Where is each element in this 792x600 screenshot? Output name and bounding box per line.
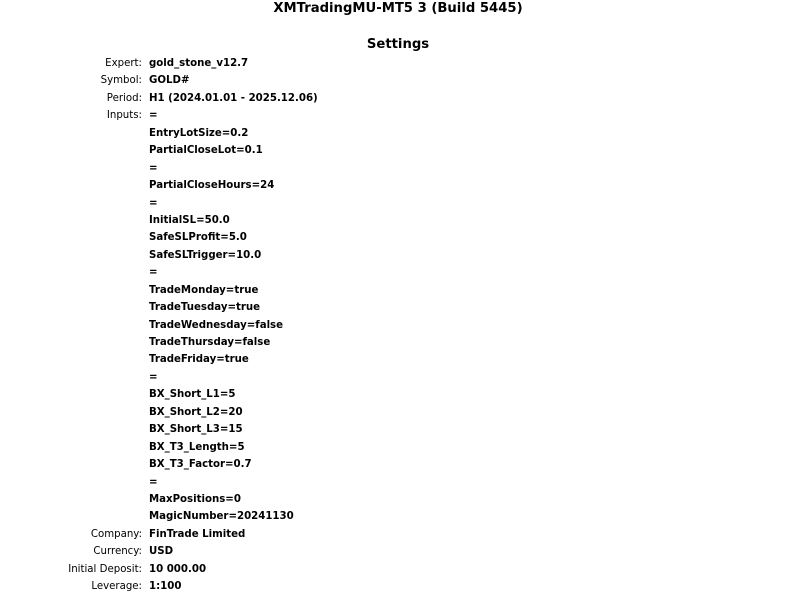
settings-row: [0, 299, 318, 316]
settings-row-value: USD: [149, 546, 174, 558]
settings-row-label: [0, 334, 149, 351]
settings-row-value: MaxPositions=0: [149, 493, 241, 505]
settings-row-value: SafeSLTrigger=10.0: [149, 249, 262, 261]
settings-row-label: Initial Deposit:: [68, 563, 142, 575]
settings-row: [0, 90, 318, 107]
settings-row-value: BX_T3_Factor=0.7: [149, 459, 252, 471]
settings-row: [0, 229, 318, 246]
settings-row: [0, 456, 318, 473]
settings-row-value: =: [149, 267, 158, 279]
settings-row: [0, 107, 318, 124]
settings-row-value: TradeFriday=true: [149, 354, 249, 366]
settings-row-label: [0, 177, 149, 194]
settings-row: [0, 247, 318, 264]
settings-row: [0, 195, 318, 212]
settings-row: [0, 177, 318, 194]
settings-row-label: [0, 386, 149, 403]
settings-row: [0, 160, 318, 177]
settings-row-label: [0, 195, 149, 212]
settings-row-value: =: [149, 110, 158, 122]
settings-row-value: SafeSLProfit=5.0: [149, 232, 247, 244]
settings-row: [0, 508, 318, 525]
settings-row-label: [0, 351, 149, 368]
settings-row: [0, 125, 318, 142]
settings-row-label: [0, 491, 149, 508]
settings-row-value: InitialSL=50.0: [149, 214, 230, 226]
settings-row: [0, 561, 318, 578]
settings-row-value: GOLD#: [149, 75, 190, 87]
settings-row-label: [0, 508, 149, 525]
settings-row: [0, 404, 318, 421]
settings-row-label: Company:: [90, 528, 142, 540]
settings-row-value: TradeThursday=false: [149, 337, 271, 348]
settings-row-label: [0, 404, 149, 421]
settings-row: [0, 421, 318, 438]
settings-row: [0, 369, 318, 386]
settings-row-label: [0, 160, 149, 177]
settings-row-value: PartialCloseHours=24: [149, 180, 275, 192]
settings-row: [0, 317, 318, 334]
settings-row: [0, 491, 318, 508]
report-title: XMTradingMU-MT5 3 (Build 5445): [273, 1, 523, 16]
settings-row: [0, 334, 318, 351]
settings-row-value: =: [149, 476, 158, 488]
settings-row: [0, 386, 318, 403]
settings-row-value: BX_Short_L3=15: [149, 424, 243, 436]
settings-row: [0, 55, 318, 72]
settings-row-label: Expert:: [105, 58, 142, 69]
settings-row-value: EntryLotSize=0.2: [149, 127, 249, 139]
settings-row-value: 1:100: [149, 581, 182, 593]
settings-row-label: [0, 282, 149, 299]
settings-row-value: H1 (2024.01.01 - 2025.12.06): [149, 92, 318, 104]
settings-row-value: =: [149, 371, 158, 383]
settings-row-label: [0, 212, 149, 229]
settings-row-value: BX_Short_L2=20: [149, 406, 243, 418]
settings-row-label: [0, 474, 149, 491]
settings-row: [0, 543, 318, 560]
settings-table: [0, 55, 318, 596]
settings-row-label: [0, 229, 149, 246]
settings-row-label: Leverage:: [91, 581, 142, 593]
settings-row-value: =: [149, 162, 158, 174]
settings-row-label: [0, 421, 149, 438]
settings-row-value: 10 000.00: [149, 563, 207, 575]
settings-row: [0, 526, 318, 543]
settings-row: [0, 72, 318, 89]
settings-heading: Settings: [366, 37, 430, 52]
settings-row-value: gold_stone_v12.7: [149, 58, 249, 69]
settings-row: [0, 282, 318, 299]
settings-row-label: [0, 247, 149, 264]
settings-row-label: [0, 264, 149, 281]
settings-row: [0, 212, 318, 229]
settings-row-value: FinTrade Limited: [149, 528, 246, 540]
settings-row-value: TradeMonday=true: [149, 284, 259, 296]
settings-row: [0, 264, 318, 281]
settings-row-label: [0, 142, 149, 159]
settings-row-label: [0, 369, 149, 386]
settings-row-value: BX_Short_L1=5: [149, 389, 236, 401]
settings-row-value: BX_T3_Length=5: [149, 441, 245, 453]
settings-row: [0, 351, 318, 368]
settings-row-label: Inputs:: [106, 110, 142, 122]
settings-row-value: TradeWednesday=false: [149, 319, 284, 331]
settings-row: [0, 142, 318, 159]
settings-row-value: PartialCloseLot=0.1: [149, 145, 263, 157]
settings-row-label: [0, 125, 149, 142]
settings-row-label: Symbol:: [100, 75, 142, 87]
settings-row: [0, 578, 318, 595]
settings-row-label: Period:: [106, 92, 142, 104]
settings-row-label: [0, 299, 149, 316]
settings-row-value: TradeTuesday=true: [149, 302, 261, 314]
settings-row: [0, 439, 318, 456]
settings-row-label: [0, 317, 149, 334]
settings-row-value: =: [149, 197, 158, 209]
settings-row-label: Currency:: [93, 546, 142, 558]
settings-row-label: [0, 439, 149, 456]
settings-row: [0, 474, 318, 491]
settings-row-value: MagicNumber=20241130: [149, 511, 294, 523]
settings-row-label: [0, 456, 149, 473]
